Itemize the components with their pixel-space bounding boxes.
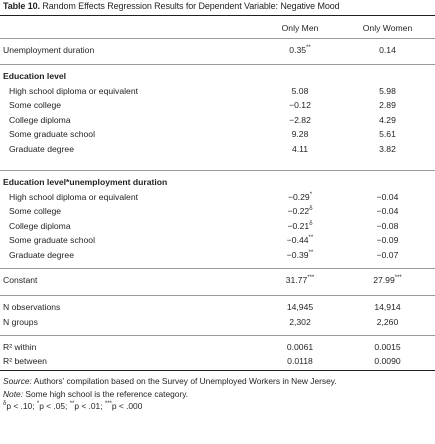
- cell-men: [260, 129, 340, 139]
- cell-men: [260, 342, 340, 352]
- row-label: N groups: [3, 317, 38, 327]
- significance-text: p < .000: [111, 401, 143, 411]
- cell-men-value: 14,945: [286, 302, 314, 312]
- group-separator: [0, 335, 435, 336]
- table-row: [0, 129, 435, 141]
- significance-symbol: **: [69, 401, 75, 407]
- cell-men-value: 4.11: [291, 143, 309, 154]
- cell-women-value: 5.98: [379, 85, 396, 96]
- column-header-women: Only Women: [362, 23, 413, 33]
- row-label: High school diploma or equivalent: [9, 85, 138, 96]
- reference-note: Note: Some high school is the reference category.: [3, 388, 189, 399]
- cell-women: [345, 86, 430, 96]
- section-heading: Education level: [3, 71, 67, 81]
- significance-text: p < .10;: [6, 401, 37, 411]
- cell-men: [260, 45, 340, 55]
- row-label: College diploma: [9, 114, 71, 125]
- table-row: [0, 45, 435, 57]
- table-row: [0, 115, 435, 127]
- row-label: Unemployment duration: [3, 45, 95, 55]
- cell-men: [260, 192, 340, 202]
- cell-women-value: 5.61: [379, 129, 396, 139]
- cell-women: [345, 302, 430, 312]
- cell-women: [345, 115, 430, 125]
- cell-women-value: 14,914: [374, 302, 401, 312]
- cell-women: [345, 275, 430, 285]
- table-row: [0, 317, 435, 329]
- table-row: [0, 192, 435, 204]
- cell-men-value: −0.44: [286, 235, 309, 245]
- cell-women: [345, 144, 430, 154]
- table-notes: [3, 375, 431, 413]
- cell-men-value: −0.12: [289, 100, 311, 110]
- cell-men: [260, 86, 340, 96]
- cell-women: [345, 206, 430, 216]
- cell-women-value: −0.04: [376, 191, 399, 202]
- cell-women: [345, 250, 430, 260]
- table-row: [0, 342, 435, 354]
- column-header-men: Only Men: [281, 23, 319, 33]
- significance-symbol: δ: [3, 401, 7, 407]
- cell-women: [345, 317, 430, 327]
- cell-men-value: 0.0061: [286, 342, 314, 352]
- table-row: [0, 235, 435, 247]
- row-label: R² between: [3, 356, 47, 366]
- row-label: R² within: [3, 342, 37, 352]
- section-heading: Education level*unemployment duration: [3, 177, 168, 187]
- table-row: [0, 100, 435, 112]
- cell-men-value: −0.21: [287, 220, 310, 231]
- cell-women-value: −0.07: [376, 249, 399, 260]
- cell-men-value: 0.35: [289, 45, 307, 55]
- cell-women-value: 4.29: [379, 114, 396, 125]
- table-row: [0, 86, 435, 98]
- cell-men: [260, 275, 340, 285]
- table-row: [0, 221, 435, 233]
- significance-marker: **: [306, 45, 311, 51]
- significance-note: [3, 400, 431, 413]
- cell-men: [260, 100, 340, 110]
- cell-men-value: −0.22: [287, 206, 310, 216]
- cell-men-value: −0.39: [286, 249, 309, 260]
- significance-text: p < .05;: [39, 401, 70, 411]
- significance-marker: ***: [394, 275, 402, 281]
- cell-women-value: 2.89: [379, 100, 396, 110]
- source-note: Source: Authors’ compilation based on the Survey of Unemployed Workers in New Jersey.: [3, 376, 337, 386]
- cell-women-value: 0.0090: [374, 356, 401, 366]
- group-separator: [0, 295, 435, 296]
- section-heading-row: [0, 71, 435, 83]
- cell-men-value: −2.82: [289, 114, 311, 125]
- cell-women-value: −0.08: [376, 220, 399, 231]
- cell-women: [345, 129, 430, 139]
- cell-women-value: 27.99: [373, 275, 395, 285]
- cell-men: [260, 250, 340, 260]
- significance-text: p < .01;: [74, 401, 105, 411]
- cell-women-value: 0.0015: [374, 342, 401, 352]
- table-title-text: Random Effects Regression Results for Dependent Variable: Negative Mood: [42, 1, 340, 11]
- cell-men: [260, 221, 340, 231]
- cell-women: [345, 45, 430, 55]
- table-row: [0, 206, 435, 218]
- cell-women: [345, 235, 430, 245]
- header-row: [0, 23, 435, 35]
- section-heading-row: [0, 177, 435, 189]
- row-label: Graduate degree: [9, 143, 74, 154]
- row-label: N observations: [3, 302, 61, 312]
- group-separator: [0, 64, 435, 65]
- significance-symbol: ***: [104, 401, 112, 407]
- significance-marker: **: [308, 235, 314, 241]
- row-label: Some graduate school: [9, 235, 95, 245]
- cell-men: [260, 317, 340, 327]
- group-separator: [0, 268, 435, 269]
- cell-men: [260, 356, 340, 366]
- cell-women-value: 0.14: [379, 45, 396, 55]
- cell-men-value: −0.29: [287, 191, 310, 202]
- row-label: Some college: [9, 206, 62, 216]
- cell-men: [260, 235, 340, 245]
- cell-men-value: 5.08: [291, 85, 309, 96]
- table-row: [0, 144, 435, 156]
- cell-women-value: 2,260: [376, 317, 399, 327]
- cell-women: [345, 100, 430, 110]
- cell-men: [260, 302, 340, 312]
- bottom-rule: [0, 370, 435, 371]
- table-row: [0, 302, 435, 314]
- table-row: [0, 275, 435, 287]
- header-rule: [0, 38, 435, 39]
- cell-women: [345, 192, 430, 202]
- row-label: College diploma: [9, 220, 71, 231]
- significance-marker: δ: [309, 206, 313, 212]
- row-label: Graduate degree: [9, 249, 74, 260]
- cell-men: [260, 206, 340, 216]
- cell-women: [345, 356, 430, 366]
- table-title: [3, 1, 340, 11]
- cell-men: [260, 115, 340, 125]
- cell-women-value: −0.04: [376, 206, 399, 216]
- significance-symbol: *: [36, 401, 40, 407]
- table-label: Table 10.: [3, 1, 40, 11]
- cell-women-value: 3.82: [379, 143, 396, 154]
- top-rule: [0, 15, 435, 16]
- cell-women: [345, 342, 430, 352]
- row-label: High school diploma or equivalent: [9, 191, 138, 202]
- row-label: Some graduate school: [9, 129, 95, 139]
- table-row: [0, 356, 435, 368]
- table-row: [0, 250, 435, 262]
- significance-marker: δ: [309, 220, 313, 227]
- cell-men-value: 9.28: [291, 129, 309, 139]
- group-separator: [0, 170, 435, 171]
- cell-men-value: 2,302: [289, 317, 311, 327]
- significance-marker: ***: [307, 275, 315, 281]
- row-label: Some college: [9, 100, 62, 110]
- cell-women: [345, 221, 430, 231]
- row-label: Constant: [3, 275, 38, 285]
- significance-marker: *: [309, 191, 313, 198]
- cell-men-value: 31.77: [285, 275, 308, 285]
- cell-men: [260, 144, 340, 154]
- cell-women-value: −0.09: [376, 235, 399, 245]
- significance-marker: **: [308, 249, 314, 256]
- cell-men-value: 0.0118: [287, 356, 313, 366]
